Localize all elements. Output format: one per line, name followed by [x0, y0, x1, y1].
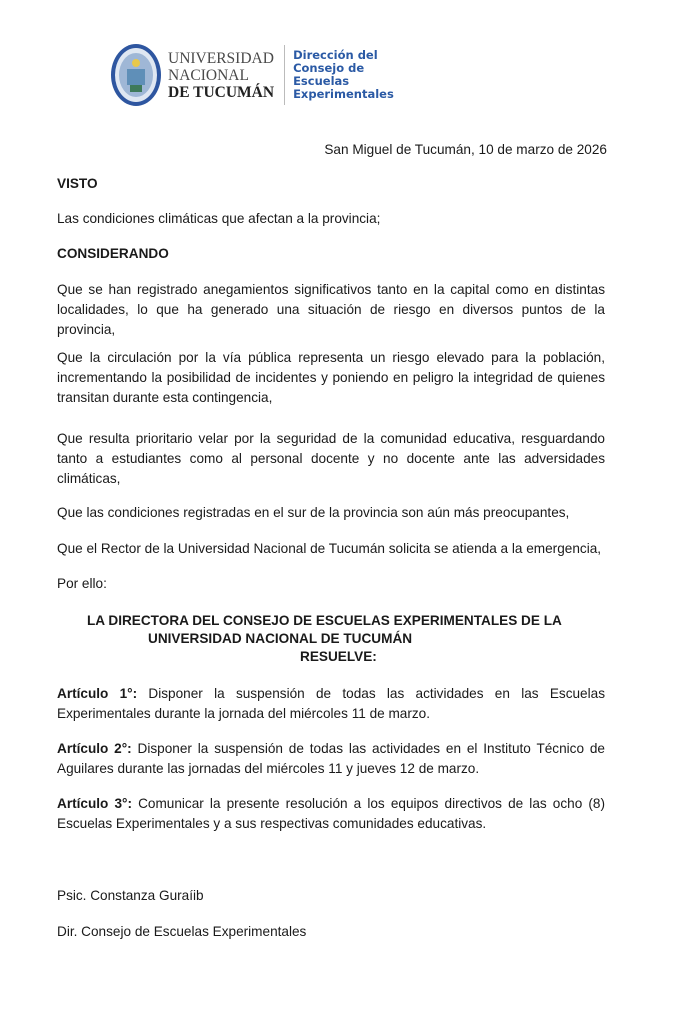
university-seal-icon [110, 43, 162, 107]
signature-title: Dir. Consejo de Escuelas Experimentales [57, 924, 307, 939]
article-label: Artículo 2°: [57, 741, 132, 756]
signature-name: Psic. Constanza Guraíib [57, 888, 204, 903]
considerando-paragraph: Que resulta prioritario velar por la seguridad de la comunidad educativa, resguardando tanto a estudiantes como al personal docente y no docente ante las adversidades climáticas, [57, 431, 605, 486]
date-line: San Miguel de Tucumán, 10 de marzo de 2026 [324, 142, 607, 157]
article-text: Disponer la suspensión de todas las actividades en las Escuelas Experimentales durante la jornada del miércoles 11 de marzo. [57, 686, 605, 721]
considerando-paragraph: Que las condiciones registradas en el sur de la provincia son aún más preocupantes, [57, 505, 570, 520]
university-line-1: UNIVERSIDAD [168, 49, 274, 67]
article-label: Artículo 3°: [57, 796, 132, 811]
visto-heading: VISTO [57, 176, 98, 191]
considerando-paragraph: Que se han registrado anegamientos significativos tanto en la capital como en distintas localidades, lo que ha generado una situación de riesgo en diversos puntos de la provincia, [57, 282, 605, 337]
resolution-header-line-1: LA DIRECTORA DEL CONSEJO DE ESCUELAS EXPERIMENTALES DE LA [87, 613, 562, 628]
por-ello: Por ello: [57, 576, 107, 591]
header-divider [284, 45, 285, 105]
resolves-heading: RESUELVE: [300, 649, 377, 664]
visto-text: Las condiciones climáticas que afectan a la provincia; [57, 211, 381, 226]
considerando-paragraph: Que la circulación por la vía pública representa un riesgo elevado para la población, incrementando la posibilidad de incidentes y poniendo en peligro la integridad de quienes transitan durante esta contingencia, [57, 350, 605, 405]
university-line-3: DE TUCUMÁN [168, 83, 275, 101]
direction-line-3: Escuelas [293, 74, 350, 88]
direction-line-1: Dirección del [293, 48, 378, 62]
article-2 [57, 739, 605, 779]
considerando-paragraph: Que el Rector de la Universidad Nacional de Tucumán solicita se atienda a la emergencia, [57, 541, 602, 556]
direction-name [293, 49, 394, 101]
university-name [168, 50, 274, 101]
article-1 [57, 684, 605, 724]
article-3 [57, 794, 605, 834]
article-text: Comunicar la presente resolución a los equipos directivos de las ocho (8) Escuelas Experimentales y a sus respectivas comunidades educativas. [57, 796, 605, 831]
considerando-heading: CONSIDERANDO [57, 246, 169, 261]
direction-line-2: Consejo de [293, 61, 365, 75]
letterhead [110, 42, 394, 108]
direction-line-4: Experimentales [293, 87, 394, 101]
resolution-header-line-2: UNIVERSIDAD NACIONAL DE TUCUMÁN [148, 631, 413, 646]
article-label: Artículo 1°: [57, 686, 138, 701]
article-text: Disponer la suspensión de todas las actividades en el Instituto Técnico de Aguilares durante las jornadas del miércoles 11 y jueves 12 de marzo. [57, 741, 605, 776]
university-line-2: NACIONAL [168, 66, 249, 84]
